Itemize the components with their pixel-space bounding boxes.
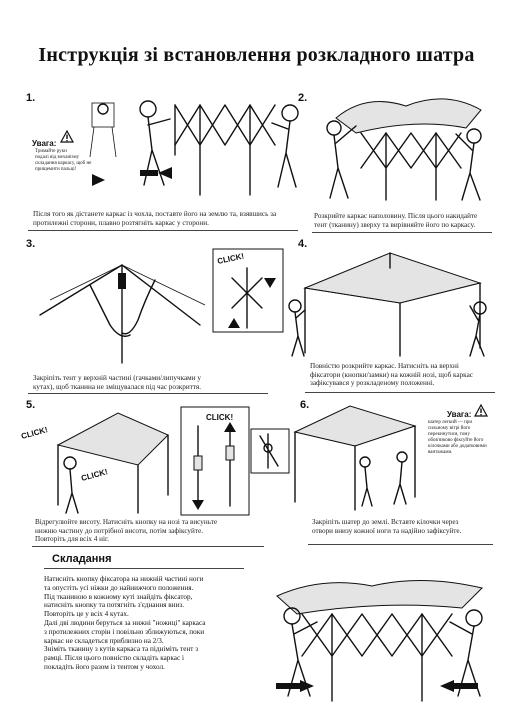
- folding-heading-rule: [44, 568, 244, 569]
- step-3-caption: Закріпіть тент у верхній частині (гачками/липучками у кутах), щоб тканина не зміщувалася під час розкриття.: [33, 374, 202, 391]
- step-6-divider: [308, 544, 493, 545]
- step-5-detail-illustration: [180, 406, 250, 516]
- step-5-click-label-a: CLICK!: [20, 425, 49, 441]
- warning-icon: [60, 130, 74, 143]
- step-1-caption: Після того як дістанете каркас із чохла, поставте його на землю та, взявшись за протилежні сторони, плавно розтягніть каркас у сторони.: [33, 210, 277, 227]
- warning-icon: [474, 404, 488, 417]
- step-6-warning-title: Увага:: [447, 410, 472, 419]
- step-5-click-label-b: CLICK!: [80, 467, 109, 483]
- step-4-number: 4.: [298, 238, 308, 250]
- step-4-divider: [305, 392, 495, 393]
- step-6-number: 6.: [300, 399, 310, 411]
- folding-text: Натисніть кнопку фіксатора на нижній частині ноги та опустіть усі ніжки до найнижчого положення. Під тканиною в кожному куті знайдіть фіксатор, натисніть кнопку та потягніть з'єднання вниз. Повторіть це у всіх 4 кутах. Далі дві людини беруться за нижні "ножиці" каркаса з протилежних сторін і повільно зближуються, поки каркас не складеться приблизно на 2/3. Зніміть тканину з кутів каркаса та підніміть тент з рамці. Після цього повністю складіть каркас і покладіть його разом із тентом у чохол.: [44, 575, 206, 671]
- step-6-small-detail: [250, 428, 290, 474]
- step-5-divider: [32, 546, 264, 547]
- step-2-divider: [312, 232, 492, 233]
- page-title: Інструкція зі встановлення розкладного шатра: [38, 44, 475, 66]
- step-4-caption: Повністю розкрийте каркас. Натисніть на верхні фіксатори (кнопки/замки) на кожній нозі, щоб каркас зафіксувався у розкладеному положенні.: [310, 362, 473, 388]
- folding-heading: Складання: [52, 553, 112, 565]
- step-2-illustration: [316, 88, 491, 208]
- step-3-illustration: [30, 245, 210, 365]
- step-5-illustration: [18, 405, 178, 515]
- step-5-number: 5.: [26, 399, 36, 411]
- step-1-warning-title: Увага:: [32, 139, 57, 148]
- step-5-caption: Відрегулюйте висоту. Натисніть кнопку на нозі та висуньте нижню частину до потрібної висоти, потім зафіксуйте. Повторіть для всіх 4 ніг.: [35, 518, 218, 544]
- step-6-illustration: [290, 402, 420, 512]
- folding-illustration: [262, 556, 498, 706]
- step-1-divider: [28, 230, 298, 231]
- step-2-number: 2.: [298, 92, 308, 104]
- step-2-caption: Розкрийте каркас наполовину. Після цього накидайте тент (тканину) зверху та вирівняйте його по каркасу.: [314, 212, 478, 229]
- step-5-detail-click-label: CLICK!: [206, 413, 234, 422]
- step-3-divider: [28, 393, 268, 394]
- step-3-click-label: CLICK!: [216, 251, 245, 266]
- step-6-warning-text: шатер легкий — при сильному вітрі його перекинутися, тому обов'язково фіксуйте його кілочками або додатковими вантажами.: [428, 420, 487, 455]
- step-6-caption: Закріпіть шатер до землі. Вставте кілочки через отвори внизу кожної ноги та надійно зафіксуйте.: [312, 518, 462, 535]
- step-1-warning-text: Тримайте руки подалі від механізму складання каркасу, щоб не прищемити пальці!: [35, 149, 92, 172]
- step-3-detail-illustration: [212, 248, 284, 333]
- step-3-number: 3.: [26, 238, 36, 250]
- step-1-number: 1.: [26, 92, 36, 104]
- step-4-illustration: [290, 248, 490, 358]
